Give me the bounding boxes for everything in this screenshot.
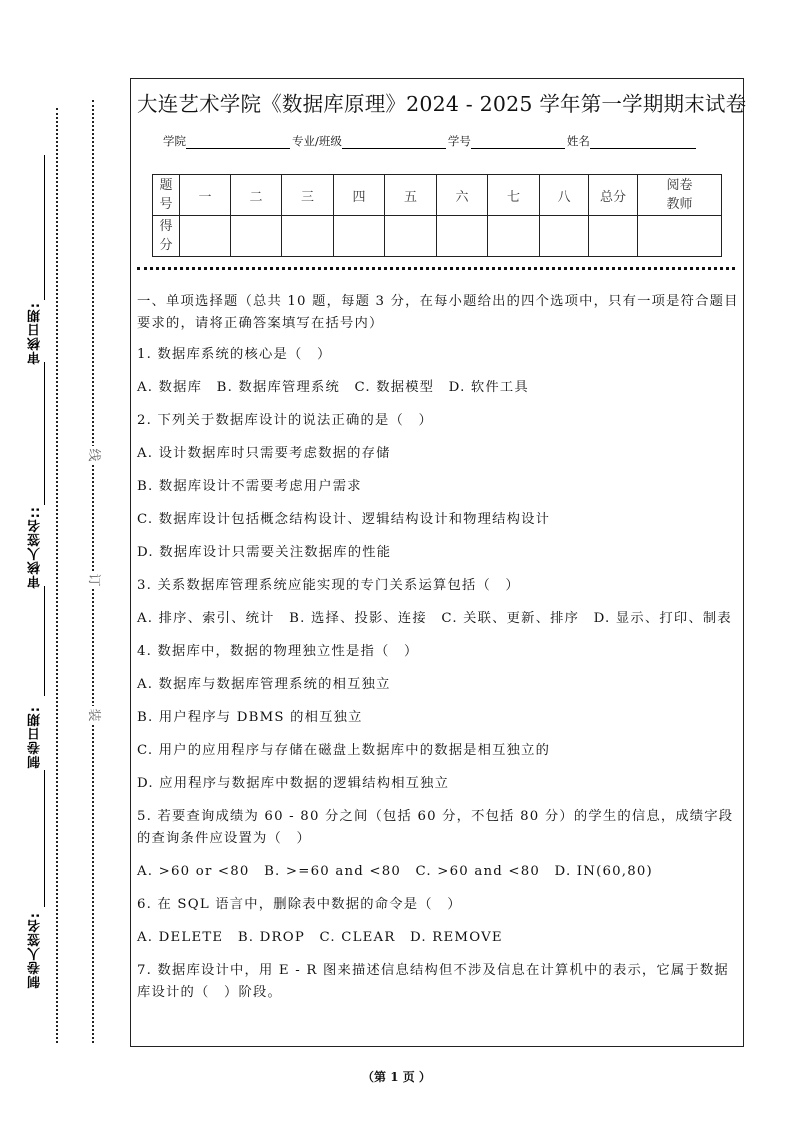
question-6-options: A. DELETE B. DROP C. CLEAR D. REMOVE <box>137 930 503 945</box>
reviewer-header-line: 教师 <box>666 197 693 212</box>
question-1-options: A. 数据库 B. 数据库管理系统 C. 数据模型 D. 软件工具 <box>137 380 529 395</box>
name-label: 姓名 <box>566 134 590 148</box>
maker-signature-label: 制卷人签名: <box>28 912 43 989</box>
col-header-6: 六 <box>437 175 488 216</box>
page-number: （第 1 页 ） <box>362 1070 431 1084</box>
question-3-stem: 3. 关系数据库管理系统应能实现的专门关系运算包括（ ） <box>137 578 520 593</box>
reviewer-signature-line <box>44 362 45 505</box>
exam-title: 大连艺术学院《数据库原理》2024 - 2025 学年第一学期期末试卷 <box>137 92 747 116</box>
col-header-7: 七 <box>488 175 540 216</box>
binding-char-ding: 订 <box>84 571 102 589</box>
row-header-question-no <box>153 175 180 216</box>
maker-signature-line <box>44 770 45 907</box>
header-separator <box>137 267 735 270</box>
question-2-option-a: A. 设计数据库时只需要考虑数据的存储 <box>137 446 391 461</box>
score-cell-1[interactable] <box>180 216 231 257</box>
reviewer-header-line: 阅卷 <box>666 178 693 193</box>
col-header-3: 三 <box>282 175 334 216</box>
question-2-option-c: C. 数据库设计包括概念结构设计、逻辑结构设计和物理结构设计 <box>137 512 551 527</box>
question-2-option-b: B. 数据库设计不需要考虑用户需求 <box>137 479 362 494</box>
score-table-score-row <box>153 216 722 257</box>
col-header-5: 五 <box>385 175 437 216</box>
reviewer-signature-label: 审核人签名:: <box>28 506 43 589</box>
row-header-char: 分 <box>159 238 173 253</box>
score-cell-6[interactable] <box>437 216 488 257</box>
college-field[interactable] <box>186 136 290 149</box>
question-7-stem: 7. 数据库设计中，用 E - R 图来描述信息结构但不涉及信息在计算机中的表示，它属于数据库设计的（ ）阶段。 <box>137 963 729 1000</box>
review-date-line <box>44 155 45 300</box>
exam-page-frame <box>130 78 747 1047</box>
score-table-header-row <box>153 175 722 216</box>
student-id-label: 学号 <box>447 134 471 148</box>
paper-date-label: 制卷日期: <box>28 706 43 769</box>
question-4-option-d: D. 应用程序与数据库中数据的逻辑结构相互独立 <box>137 776 450 791</box>
question-4-option-c: C. 用户的应用程序与存储在磁盘上数据库中的数据是相互独立的 <box>137 743 551 758</box>
score-cell-7[interactable] <box>488 216 540 257</box>
question-6-stem: 6. 在 SQL 语言中，删除表中数据的命令是（ ） <box>137 897 462 912</box>
section-single-choice <box>137 291 741 1015</box>
score-table <box>152 174 722 257</box>
col-header-total: 总分 <box>589 175 638 216</box>
row-header-char: 题 <box>159 178 173 193</box>
score-cell-2[interactable] <box>231 216 282 257</box>
binding-char-zhuang: 装 <box>84 706 102 724</box>
score-cell-8[interactable] <box>540 216 589 257</box>
score-cell-total[interactable] <box>589 216 638 257</box>
binding-dotted-line-outer <box>56 108 58 1043</box>
col-header-2: 二 <box>231 175 282 216</box>
score-cell-5[interactable] <box>385 216 437 257</box>
question-4-option-b: B. 用户程序与 DBMS 的相互独立 <box>137 710 363 725</box>
student-info-row <box>163 133 698 149</box>
question-2-stem: 2. 下列关于数据库设计的说法正确的是（ ） <box>137 413 433 428</box>
score-cell-reviewer[interactable] <box>638 216 722 257</box>
row-header-score <box>153 216 180 257</box>
binding-char-xian: 线 <box>84 446 102 464</box>
college-label: 学院 <box>163 134 186 148</box>
question-3-options: A. 排序、索引、统计 B. 选择、投影、连接 C. 关联、更新、排序 D. 显示、打印、制表 <box>137 611 732 626</box>
question-1-stem: 1. 数据库系统的核心是（ ） <box>137 347 332 362</box>
score-cell-4[interactable] <box>334 216 385 257</box>
question-5-stem: 5. 若要查询成绩为 60 - 80 分之间（包括 60 分，不包括 80 分）的学生的信息，成绩字段的查询条件应设置为（ ） <box>137 809 734 846</box>
question-4-option-a: A. 数据库与数据库管理系统的相互独立 <box>137 677 391 692</box>
major-class-field[interactable] <box>342 136 446 149</box>
col-header-reviewer <box>638 175 722 216</box>
student-id-field[interactable] <box>471 136 565 149</box>
paper-date-line <box>44 586 45 696</box>
question-4-stem: 4. 数据库中，数据的物理独立性是指（ ） <box>137 644 419 659</box>
review-date-label: 审核日期: <box>28 302 43 365</box>
name-field[interactable] <box>590 136 696 149</box>
question-2-option-d: D. 数据库设计只需要关注数据库的性能 <box>137 545 392 560</box>
col-header-8: 八 <box>540 175 589 216</box>
score-cell-3[interactable] <box>282 216 334 257</box>
major-class-label: 专业/班级 <box>292 134 342 148</box>
col-header-4: 四 <box>334 175 385 216</box>
col-header-1: 一 <box>180 175 231 216</box>
row-header-char: 号 <box>159 197 173 212</box>
section-heading: 一、单项选择题（总共 10 题，每题 3 分，在每小题给出的四个选项中，只有一项是符合题目要求的，请将正确答案填写在括号内） <box>137 294 739 331</box>
question-5-options: A. >60 or <80 B. >=60 and <80 C. >60 and <80 D. IN(60,80) <box>137 864 653 879</box>
row-header-char: 得 <box>159 219 173 234</box>
